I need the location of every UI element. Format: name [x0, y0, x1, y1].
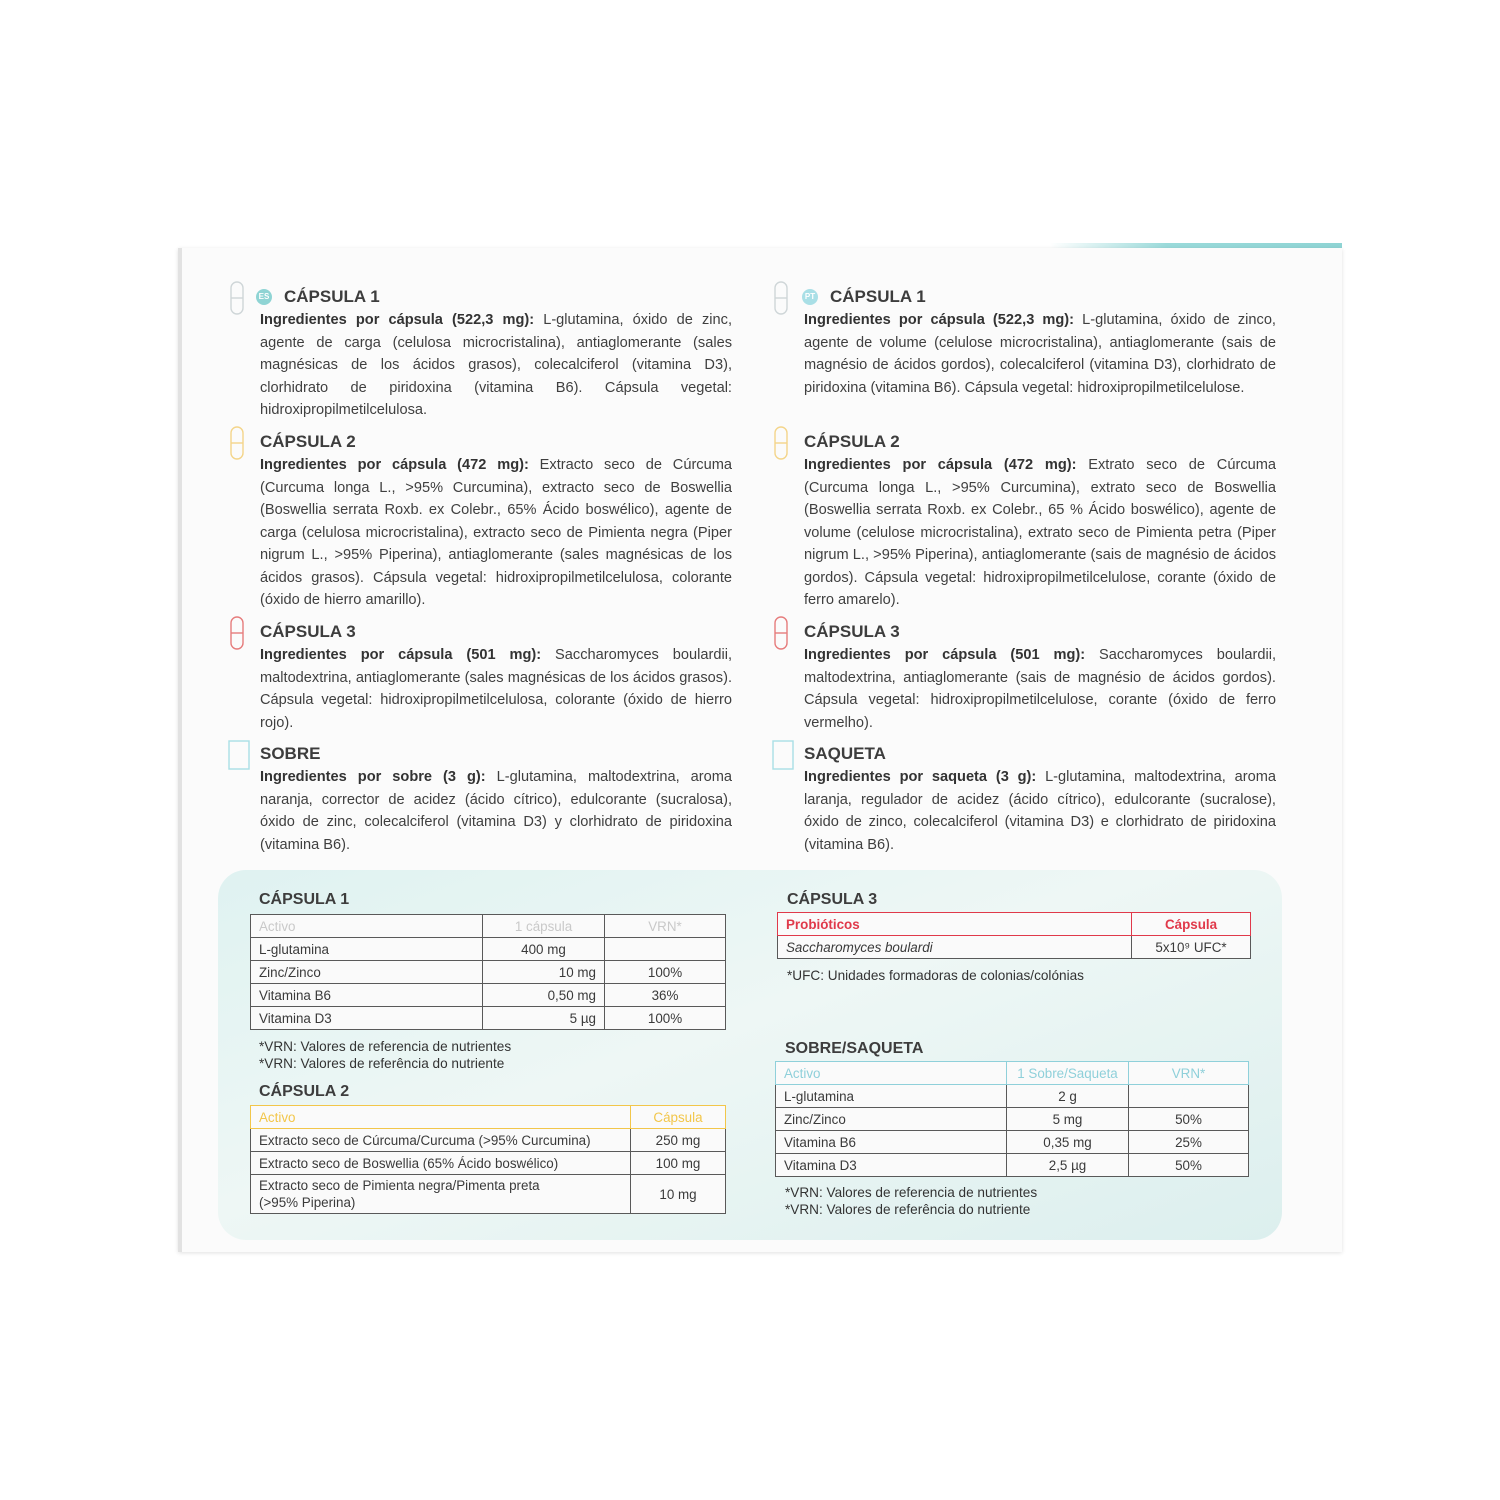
- t3-title: CÁPSULA 3: [787, 891, 878, 908]
- table-row: [251, 961, 726, 984]
- es-capsula-2: [260, 432, 732, 612]
- t4-notes: [785, 1184, 1037, 1218]
- cell: 50%: [1129, 1108, 1249, 1131]
- t2-title: CÁPSULA 2: [259, 1083, 350, 1100]
- box-side-edge: [178, 248, 182, 1252]
- capsule-1-icon: [230, 281, 244, 315]
- pt-c1-title: CÁPSULA 1: [830, 287, 926, 306]
- capsula-3-table: [777, 912, 1251, 959]
- cell: 10 mg: [631, 1175, 726, 1214]
- es-sobre-title: SOBRE: [260, 744, 321, 763]
- es-sobre-text: Ingredientes por sobre (3 g): L-glutamina, maltodextrina, aroma naranja, corrector de acidez (ácido cítrico), edulcorante (sucralosa), óxido de zinc, colecalciferol (vitamina D3) y clorhidrato de piridoxina (vitamina B6).: [260, 769, 732, 853]
- table-row: [776, 1154, 1249, 1177]
- table-row: [251, 1007, 726, 1030]
- cell: Extracto seco de Boswellia (65% Ácido boswélico): [251, 1152, 631, 1175]
- es-capsula-1: [260, 287, 732, 422]
- cell: Extracto seco de Cúrcuma/Curcuma (>95% Curcumina): [251, 1129, 631, 1152]
- es-c3-text: Ingredientes por cápsula (501 mg): Saccharomyces boulardii, maltodextrina, antiaglomerante (sales magnésicas de los ácidos grasos). Cápsula vegetal: hidroxipropilmetilcelulosa, colorante (óxido de hierro rojo).: [260, 647, 732, 731]
- table-header-row: [776, 1062, 1249, 1085]
- cell: 5 µg: [483, 1007, 605, 1030]
- cell: 0,50 mg: [483, 984, 605, 1007]
- table-header-row: [778, 913, 1251, 936]
- cell: 400 mg: [483, 938, 605, 961]
- capsule-2-icon: [230, 426, 244, 460]
- t4-title: SOBRE/SAQUETA: [785, 1040, 924, 1057]
- cell: L-glutamina: [776, 1085, 1007, 1108]
- es-capsula-3: [260, 622, 732, 734]
- capsula-2-table: [250, 1105, 726, 1214]
- cell: [251, 1175, 631, 1214]
- cell: L-glutamina: [251, 938, 483, 961]
- table-header-row: [251, 915, 726, 938]
- cell: Vitamina B6: [251, 984, 483, 1007]
- table-row: [251, 984, 726, 1007]
- pt-c2-text: Ingredientes por cápsula (472 mg): Extrato seco de Cúrcuma (Curcuma longa L., >95% Curcumina), extrato seco de Boswellia (Boswellia serrata Roxb. ex Colebr., 65 % Ácido boswélico), agente de volume (celulose microcristalina), extrato seco de Pimienta petra (Piper nigrum L., >95% Piperina), antiaglomerante (sais de magnésio de ácidos gordos). Cápsula vegetal: hidroxipropilmetilcelulose, corante (óxido de ferro amarelo).: [804, 457, 1277, 608]
- cell: Zinc/Zinco: [251, 961, 483, 984]
- cell: 100%: [605, 1007, 726, 1030]
- table-header-row: [251, 1106, 726, 1129]
- es-c3-title: CÁPSULA 3: [260, 622, 356, 641]
- pt-capsula-3: [804, 622, 1276, 734]
- pt-capsula-1: [804, 287, 1276, 399]
- header-vrn: VRN*: [605, 915, 726, 938]
- es-language-badge: ES: [256, 289, 272, 305]
- pt-language-badge: PT: [802, 289, 818, 305]
- cell: 25%: [1129, 1131, 1249, 1154]
- t1-title: CÁPSULA 1: [259, 891, 350, 908]
- pt-c3-title: CÁPSULA 3: [804, 622, 900, 641]
- pt-c1-text: Ingredientes por cápsula (522,3 mg): L-glutamina, óxido de zinco, agente de volume (celulose microcristalina), antiaglomerante (sais de magnésio de ácidos gordos), colecalciferol (vitamina D3), clorhidrato de piridoxina (vitamina B6). Cápsula vegetal: hidroxipropilmetilcelulose.: [804, 312, 1276, 396]
- cell-line-2: (>95% Piperina): [259, 1195, 356, 1210]
- table-row: [251, 938, 726, 961]
- pt-saqueta-title: SAQUETA: [804, 744, 886, 763]
- pt-c2-title: CÁPSULA 2: [804, 432, 900, 451]
- header-capsula: Cápsula: [1132, 913, 1251, 936]
- header-capsula: Cápsula: [631, 1106, 726, 1129]
- header-dose: 1 cápsula: [483, 915, 605, 938]
- vrn-note-pt: *VRN: Valores de referência do nutriente: [259, 1056, 505, 1071]
- cell: Saccharomyces boulardi: [778, 936, 1132, 959]
- cell: 50%: [1129, 1154, 1249, 1177]
- cell: 2 g: [1007, 1085, 1129, 1108]
- header-activo: Activo: [251, 1106, 631, 1129]
- table-row: [251, 1175, 726, 1214]
- table-row: [776, 1085, 1249, 1108]
- pt-saqueta: [804, 744, 1276, 856]
- table-row: [778, 936, 1251, 959]
- header-activo: Activo: [251, 915, 483, 938]
- es-c2-text: Ingredientes por cápsula (472 mg): Extracto seco de Cúrcuma (Curcuma longa L., >95% Curcumina), extracto seco de Boswellia (Boswellia serrata Roxb. ex Colebr., 65% Ácido boswélico), agente de carga (celulosa microcristalina), extracto seco de Pimienta negra (Piper nigrum L., >95% Piperina), antiaglomerante (sales magnésicas de los ácidos grasos). Cápsula vegetal: hidroxipropilmetilcelulosa, colorante (óxido de hierro amarillo).: [260, 457, 732, 608]
- cell: 250 mg: [631, 1129, 726, 1152]
- capsule-2-icon: [774, 426, 788, 460]
- cell: 100 mg: [631, 1152, 726, 1175]
- cell: 100%: [605, 961, 726, 984]
- sobre-saqueta-table: [775, 1061, 1249, 1177]
- header-vrn: VRN*: [1129, 1062, 1249, 1085]
- cell: 5x10⁹ UFC*: [1132, 936, 1251, 959]
- t1-notes: [259, 1038, 511, 1072]
- sachet-icon: [772, 740, 794, 770]
- cell: 2,5 µg: [1007, 1154, 1129, 1177]
- cell-line-1: Extracto seco de Pimienta negra/Pimenta preta: [259, 1178, 540, 1193]
- capsule-3-icon: [230, 616, 244, 650]
- table-row: [251, 1129, 726, 1152]
- pt-c3-text: Ingredientes por cápsula (501 mg): Saccharomyces boulardii, maltodextrina, antiaglomerante (sais de magnésio de ácidos gordos). Cápsula vegetal: hidroxipropilmetilcelulose, corante (óxido de ferro vermelho).: [804, 647, 1276, 731]
- cell: Vitamina B6: [776, 1131, 1007, 1154]
- ufc-note: *UFC: Unidades formadoras de colonias/colónias: [787, 968, 1084, 983]
- pt-saqueta-text: Ingredientes por saqueta (3 g): L-glutamina, maltodextrina, aroma laranja, regulador de acidez (ácido cítrico), edulcorante (sucralose), óxido de zinco, colecalciferol (vitamina D3) e clorhidrato de piridoxina (vitamina B6).: [804, 769, 1277, 853]
- cell: [605, 938, 726, 961]
- cell: 36%: [605, 984, 726, 1007]
- cell: 0,35 mg: [1007, 1131, 1129, 1154]
- vrn-note-pt: *VRN: Valores de referência do nutriente: [785, 1202, 1031, 1217]
- es-sobre: [260, 744, 732, 856]
- cell: Vitamina D3: [251, 1007, 483, 1030]
- capsule-1-icon: [774, 281, 788, 315]
- cell: 5 mg: [1007, 1108, 1129, 1131]
- header-activo: Activo: [776, 1062, 1007, 1085]
- table-row: [776, 1131, 1249, 1154]
- cell: 10 mg: [483, 961, 605, 984]
- es-c1-title: CÁPSULA 1: [284, 287, 380, 306]
- pt-capsula-2: [804, 432, 1276, 612]
- cell: Vitamina D3: [776, 1154, 1007, 1177]
- table-row: [251, 1152, 726, 1175]
- cell: [1129, 1085, 1249, 1108]
- header-dose: 1 Sobre/Saqueta: [1007, 1062, 1129, 1085]
- vrn-note-es: *VRN: Valores de referencia de nutrientes: [785, 1185, 1038, 1200]
- capsule-3-icon: [774, 616, 788, 650]
- es-c2-title: CÁPSULA 2: [260, 432, 356, 451]
- header-probioticos: Probióticos: [778, 913, 1132, 936]
- capsula-1-table: [250, 914, 726, 1030]
- es-c1-text: Ingredientes por cápsula (522,3 mg): L-glutamina, óxido de zinc, agente de carga (celulosa microcristalina), antiaglomerante (sales magnésicas de los ácidos grasos), colecalciferol (vitamina D3), clorhidrato de piridoxina (vitamina B6). Cápsula vegetal: hidroxipropilmetilcelulosa.: [260, 312, 732, 418]
- sachet-icon: [228, 740, 250, 770]
- cell: Zinc/Zinco: [776, 1108, 1007, 1131]
- table-row: [776, 1108, 1249, 1131]
- vrn-note-es: *VRN: Valores de referencia de nutrientes: [259, 1039, 512, 1054]
